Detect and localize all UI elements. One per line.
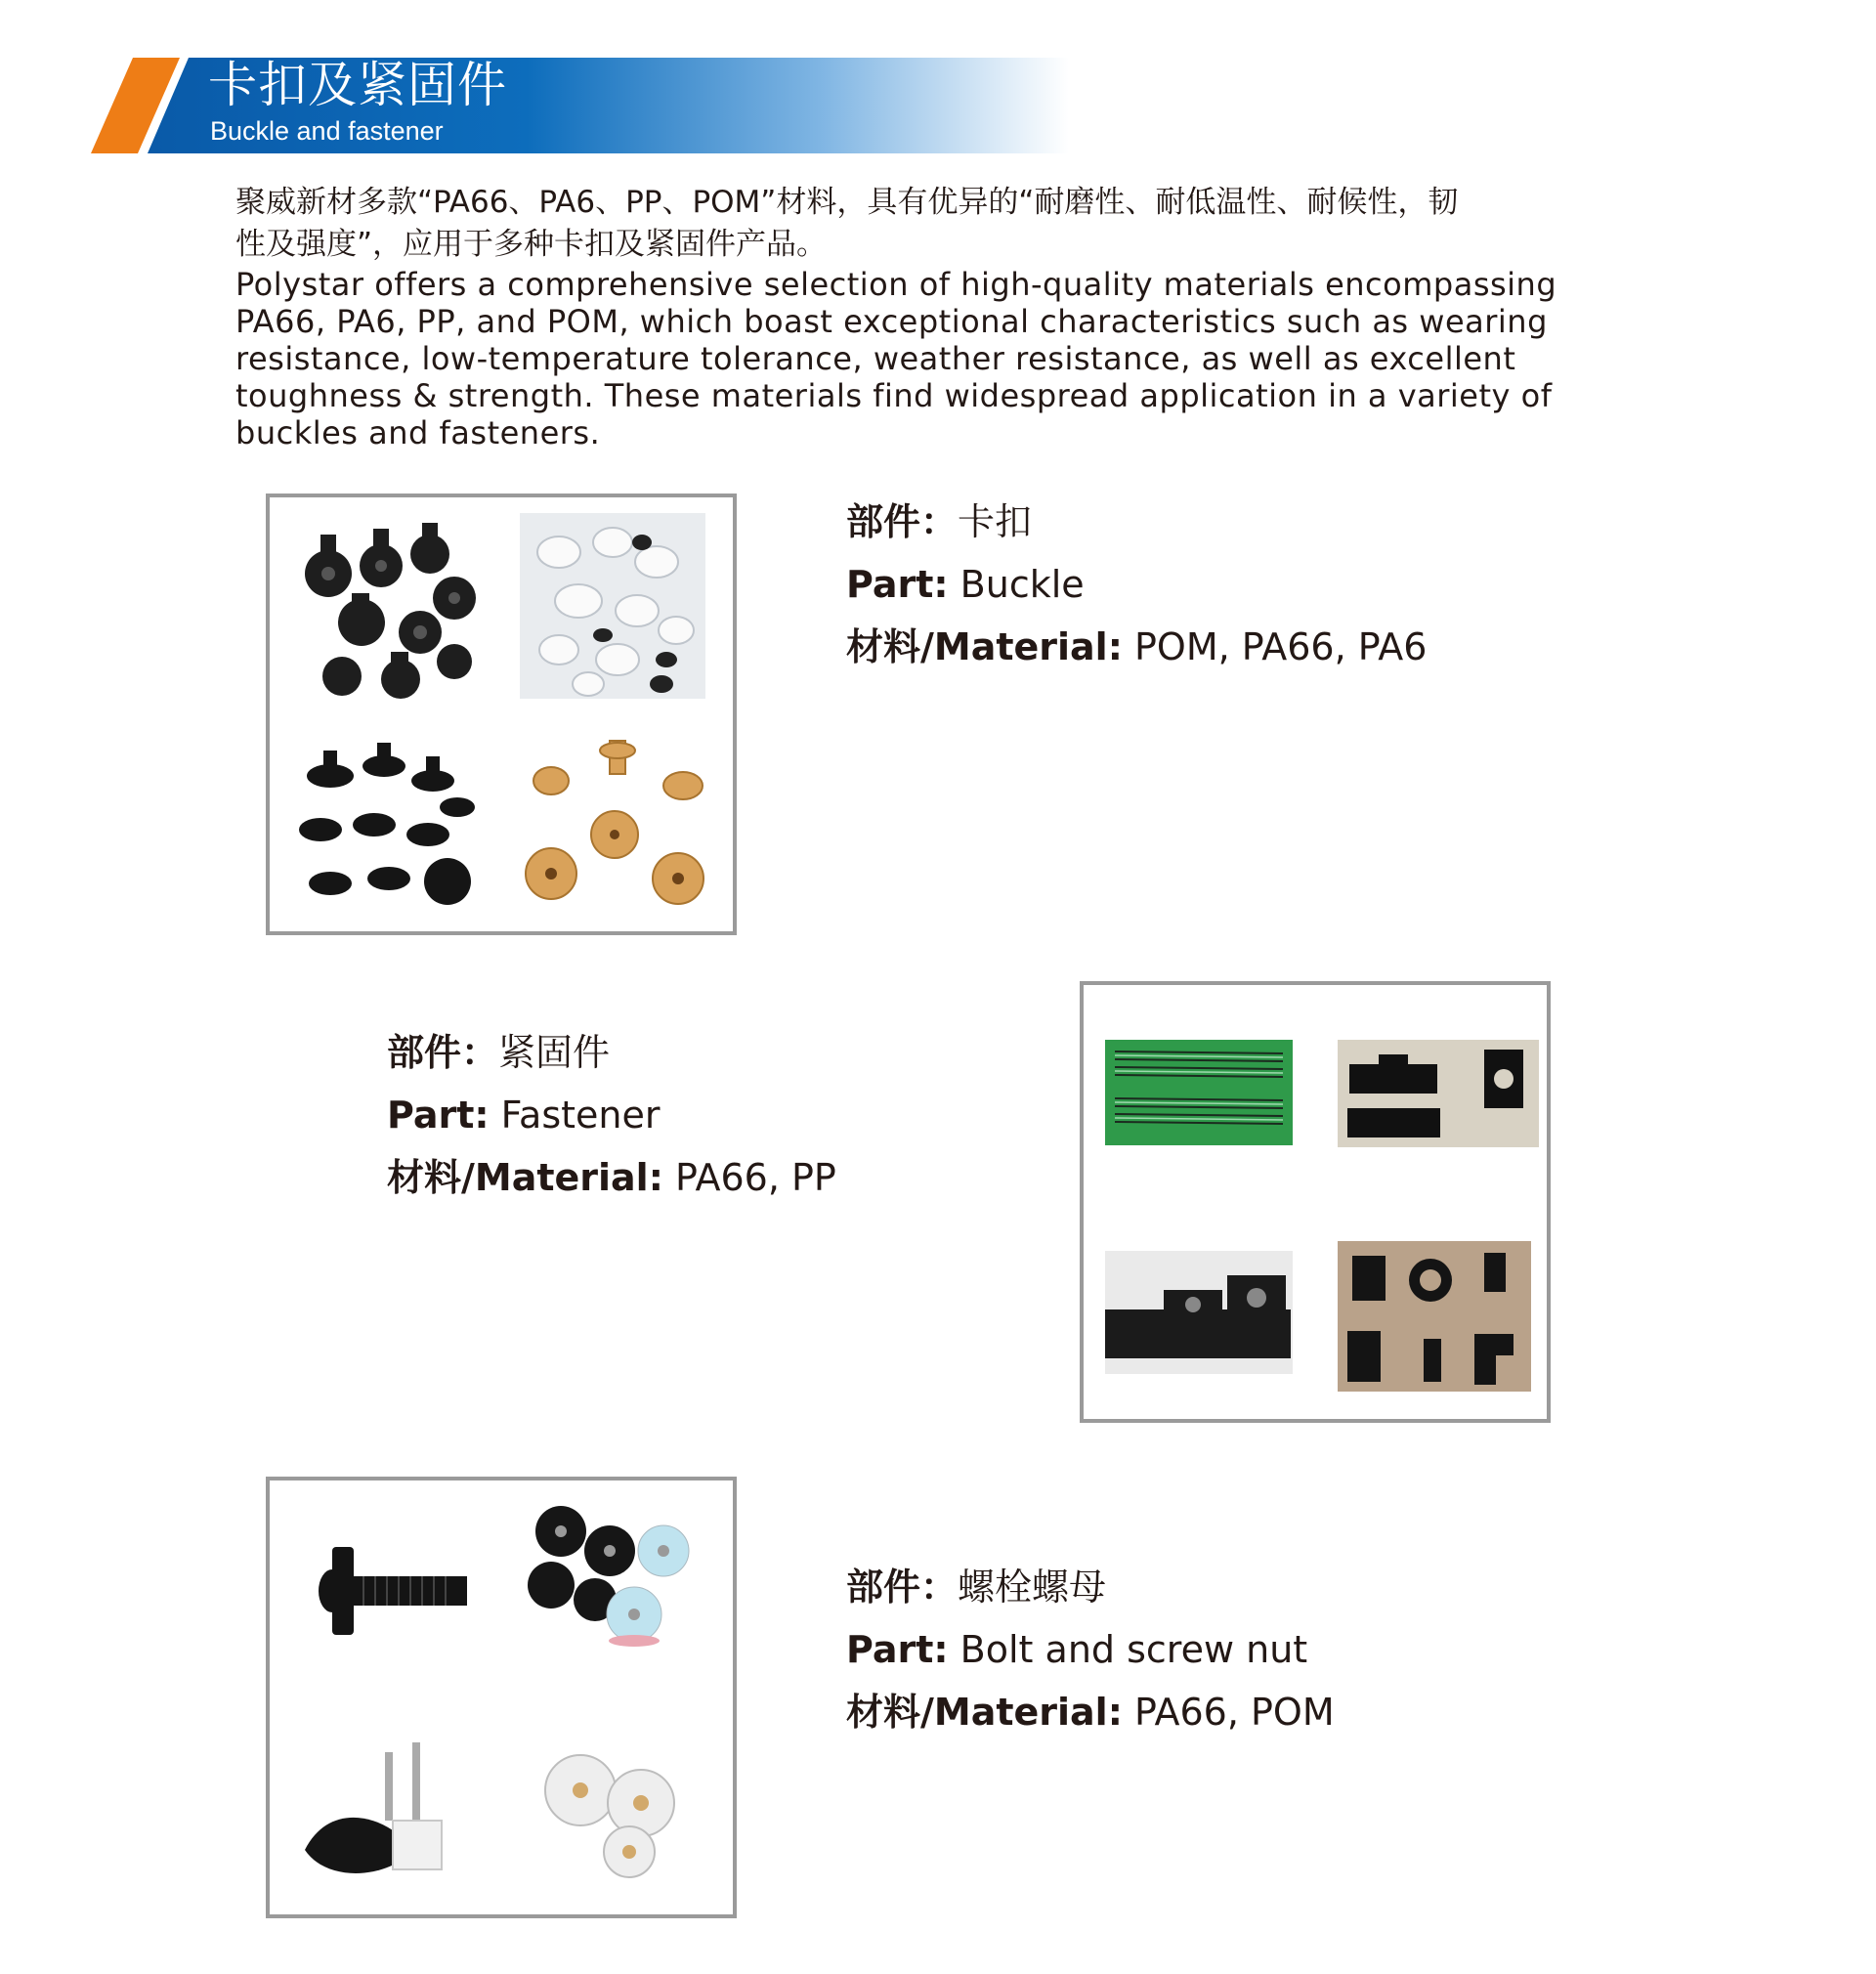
part-value-en: Fastener bbox=[500, 1094, 661, 1137]
intro-en-line-3: resistance, low-temperature tolerance, weather resistance, as well as excellent bbox=[235, 340, 1516, 377]
material-label: 材料/Material: bbox=[846, 1691, 1123, 1734]
material-value: PA66, PP bbox=[675, 1156, 836, 1199]
bolt-nut-part-en-row bbox=[846, 1618, 1335, 1681]
black-push-clips-photo bbox=[293, 515, 485, 701]
fastener-part-en-row bbox=[387, 1084, 836, 1146]
intro-en-line-5: buckles and fasteners. bbox=[235, 414, 601, 451]
section-title-cn: 卡扣及紧固件 bbox=[208, 57, 507, 113]
bolt-nut-spec bbox=[846, 1556, 1335, 1743]
thumb-screws-photo bbox=[295, 1742, 481, 1889]
part-label-cn: 部件： bbox=[846, 500, 959, 543]
material-label: 材料/Material: bbox=[387, 1156, 663, 1199]
fastener-part-cn-row bbox=[387, 1021, 836, 1084]
material-value: PA66, POM bbox=[1134, 1691, 1335, 1734]
part-value-cn: 螺栓螺母 bbox=[958, 1566, 1107, 1609]
intro-cn-line-2: 性及强度”，应用于多种卡扣及紧固件产品。 bbox=[235, 227, 828, 262]
intro-text bbox=[235, 182, 1642, 451]
part-value-cn: 卡扣 bbox=[958, 500, 1033, 543]
part-value-en: Buckle bbox=[959, 563, 1085, 606]
intro-en-line-2: PA66, PA6, PP, and POM, which boast exceptional characteristics such as wearing bbox=[235, 303, 1548, 340]
intro-en-line-4: toughness & strength. These materials find widespread application in a variety of bbox=[235, 377, 1553, 414]
section-title-en: Buckle and fastener bbox=[210, 116, 444, 146]
material-label: 材料/Material: bbox=[846, 625, 1123, 668]
part-label-cn: 部件： bbox=[846, 1566, 959, 1609]
fastener-spec bbox=[387, 1021, 836, 1209]
knob-nuts-photo bbox=[522, 1502, 698, 1668]
black-connectors-photo bbox=[1338, 1241, 1531, 1392]
white-star-knobs-photo bbox=[532, 1746, 700, 1883]
white-push-clips-photo bbox=[520, 513, 705, 699]
buckle-photo-frame bbox=[266, 494, 737, 935]
bolt-nut-photo-frame bbox=[266, 1477, 737, 1918]
part-label-cn: 部件： bbox=[387, 1031, 499, 1074]
header-banner bbox=[0, 0, 1876, 166]
intro-en-line-1: Polystar offers a comprehensive selection of high-quality materials encompassing bbox=[235, 266, 1557, 303]
intro-cn-line-1: 聚威新材多款“PA66、PA6、PP、POM”材料，具有优异的“耐磨性、耐低温性、耐候性，韧 bbox=[235, 185, 1459, 220]
part-label-en: Part: bbox=[846, 1628, 949, 1671]
black-pipe-clamps-photo bbox=[1338, 1040, 1539, 1147]
buckle-material-row bbox=[846, 616, 1427, 678]
part-label-en: Part: bbox=[387, 1094, 490, 1137]
material-value: POM, PA66, PA6 bbox=[1134, 625, 1428, 668]
black-rivet-clips-photo bbox=[291, 737, 483, 913]
black-cable-holder-photo bbox=[1105, 1251, 1293, 1374]
buckle-part-cn-row bbox=[846, 491, 1427, 553]
tan-trim-clips-photo bbox=[522, 737, 707, 913]
bolt-nut-material-row bbox=[846, 1681, 1335, 1743]
black-bolt-photo bbox=[293, 1537, 479, 1645]
part-value-en: Bolt and screw nut bbox=[959, 1628, 1308, 1671]
part-label-en: Part: bbox=[846, 563, 949, 606]
fastener-material-row bbox=[387, 1146, 836, 1209]
bolt-nut-part-cn-row bbox=[846, 1556, 1335, 1618]
buckle-part-en-row bbox=[846, 553, 1427, 616]
part-value-cn: 紧固件 bbox=[498, 1031, 611, 1074]
fastener-photo-frame bbox=[1080, 981, 1551, 1423]
green-cable-ties-photo bbox=[1105, 1040, 1293, 1145]
buckle-spec bbox=[846, 491, 1427, 678]
